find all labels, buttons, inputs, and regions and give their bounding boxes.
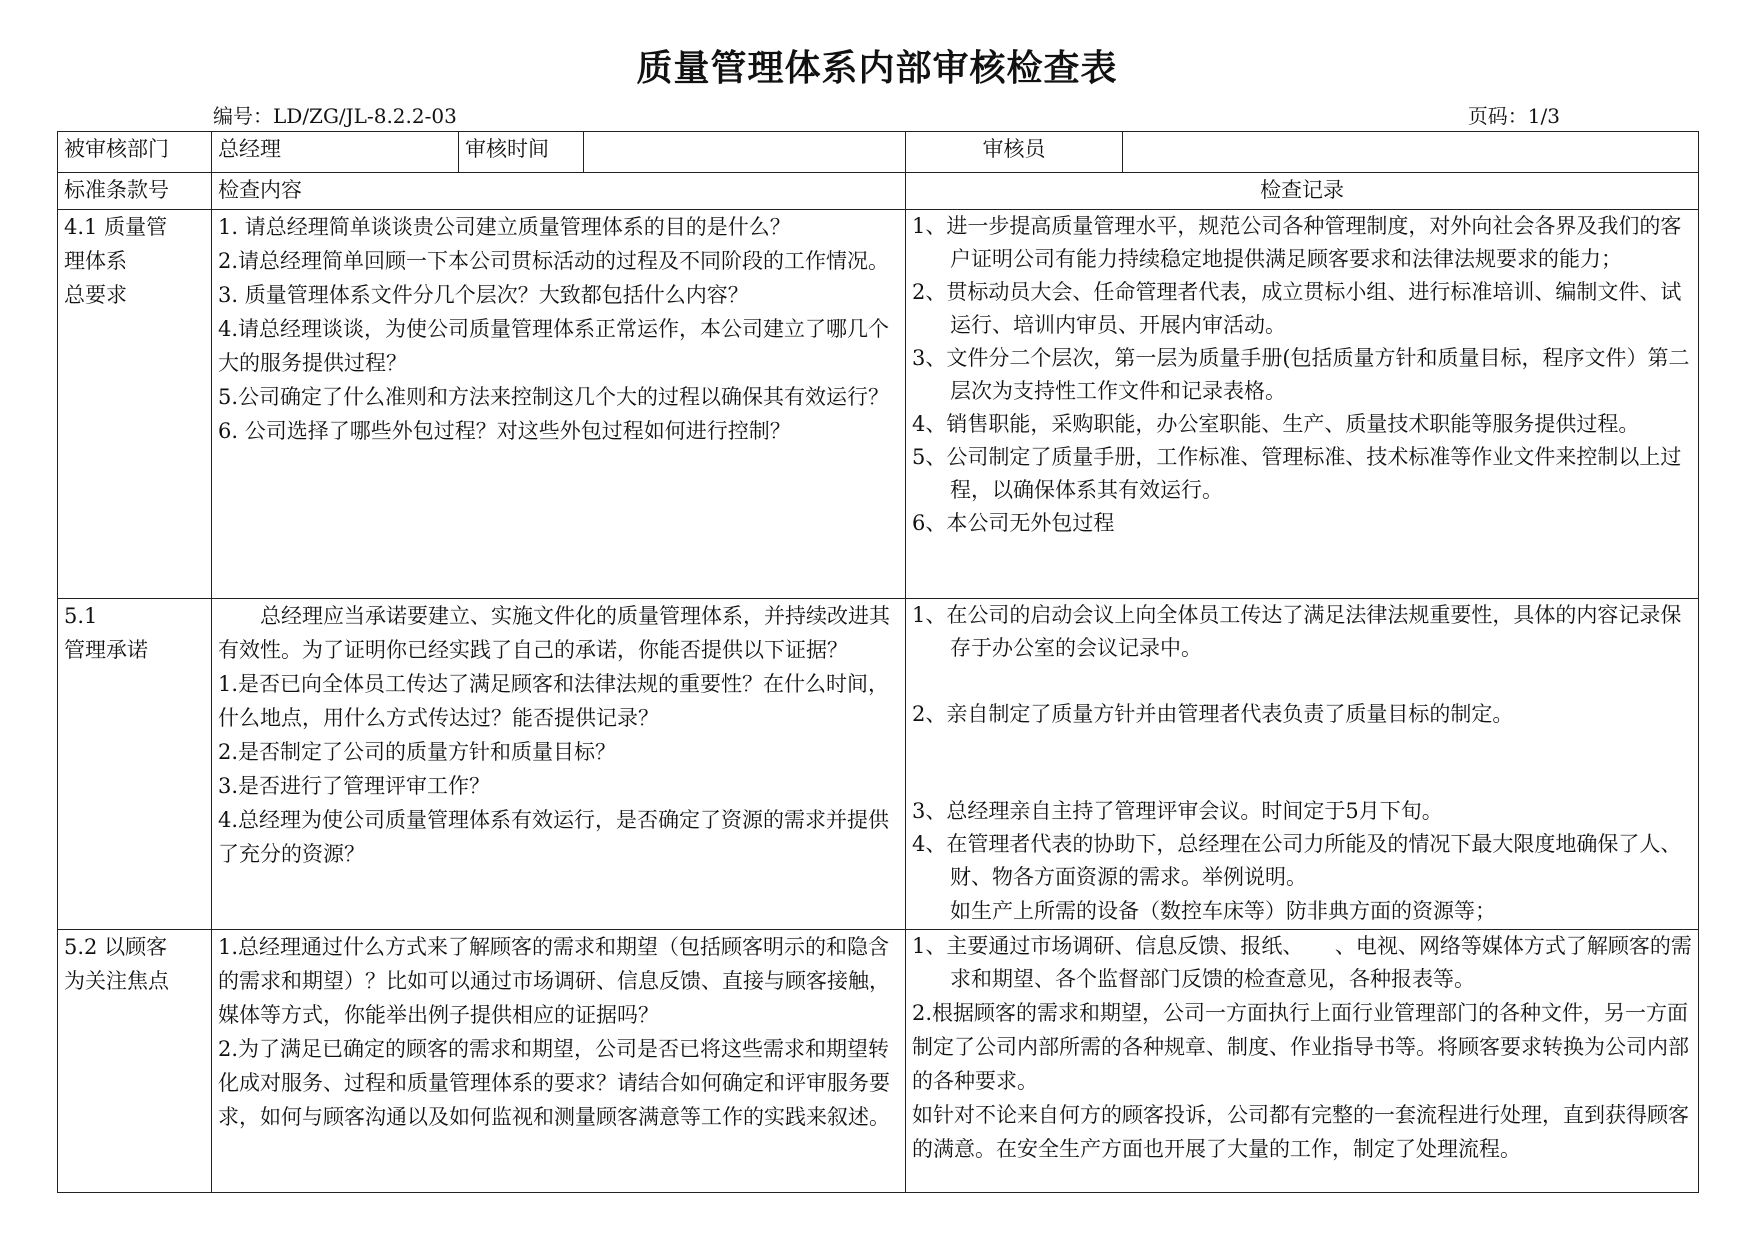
- content-item: 4.总经理为使公司质量管理体系有效运行，是否确定了资源的需求并提供了充分的资源？: [218, 808, 890, 866]
- record-item: 3、总经理亲自主持了管理评审会议。时间定于5月下旬。: [912, 799, 1443, 823]
- record-item: 4、销售职能，采购职能，办公室职能、生产、质量技术职能等服务提供过程。: [912, 412, 1640, 436]
- content-item: 3.是否进行了管理评审工作？: [218, 774, 491, 798]
- auditor-label: 审核员: [906, 132, 1123, 173]
- content-cell: [212, 930, 906, 1193]
- record-item: 5、公司制定了质量手册，工作标准、管理标准、技术标准等作业文件来控制以上过程，以确保体系其有效运行。: [912, 445, 1682, 502]
- content-item: 1. 请总经理简单谈谈贵公司建立质量管理体系的目的是什么？: [218, 215, 791, 239]
- record-item: 6、本公司无外包过程: [912, 511, 1115, 535]
- content-item: 2.请总经理简单回顾一下本公司贯标活动的过程及不同阶段的工作情况。: [218, 249, 890, 273]
- clause-line: 管理承诺: [64, 638, 148, 662]
- header-row: [58, 132, 1699, 173]
- record-item: 1、在公司的启动会议上向全体员工传达了满足法律法规重要性，具体的内容记录保存于办公室的会议记录中。: [912, 603, 1682, 660]
- table-row: [58, 930, 1699, 1193]
- record-item: 3、文件分二个层次，第一层为质量手册(包括质量方针和质量目标，程序文件）第二层次为支持性工作文件和记录表格。: [912, 346, 1690, 403]
- spacer: [912, 731, 1692, 795]
- content-intro: 总经理应当承诺要建立、实施文件化的质量管理体系，并持续改进其有效性。为了证明你已经实践了自己的承诺，你能否提供以下证据？: [218, 604, 890, 662]
- clause-cell: [58, 210, 212, 599]
- content-column-header: 检查内容: [212, 173, 906, 210]
- record-item-continuation: 如生产上所需的设备（数控车床等）防非典方面的资源等；: [950, 899, 1496, 923]
- spacer: [912, 665, 1692, 698]
- record-item: 4、在管理者代表的协助下，总经理在公司力所能及的情况下最大限度地确保了人、财、物各方面资源的需求。举例说明。: [912, 832, 1682, 889]
- content-cell: [212, 210, 906, 599]
- content-item: 5.公司确定了什么准则和方法来控制这几个大的过程以确保其有效运行？: [218, 385, 890, 409]
- record-item: 2、亲自制定了质量方针并由管理者代表负责了质量目标的制定。: [912, 702, 1514, 726]
- clause-cell: [58, 599, 212, 930]
- content-item: 6. 公司选择了哪些外包过程？对这些外包过程如何进行控制？: [218, 419, 791, 443]
- clause-cell: [58, 930, 212, 1193]
- content-item: 4.请总经理谈谈，为使公司质量管理体系正常运作，本公司建立了哪几个大的服务提供过程？: [218, 317, 890, 375]
- content-item: 2.是否制定了公司的质量方针和质量目标？: [218, 740, 617, 764]
- document-number: 编号：LD/ZG/JL-8.2.2-03: [213, 104, 457, 128]
- column-header-row: [58, 173, 1699, 210]
- time-value: [584, 132, 906, 173]
- record-column-header: 检查记录: [906, 173, 1699, 210]
- document-title: 质量管理体系内部审核检查表: [636, 48, 1118, 89]
- dept-value: 总经理: [212, 132, 459, 173]
- clause-line: 总要求: [64, 283, 127, 307]
- content-item: 1.总经理通过什么方式来了解顾客的需求和期望（包括顾客明示的和隐含的需求和期望）？比如可以通过市场调研、信息反馈、直接与顾客接触，媒体等方式，你能举出例子提供相应的证据吗？: [218, 935, 890, 1027]
- record-cell: [906, 930, 1699, 1193]
- content-item: 1.是否已向全体员工传达了满足顾客和法律法规的重要性？在什么时间，什么地点，用什么方式传达过？能否提供记录？: [218, 672, 890, 730]
- clause-column-header: 标准条款号: [58, 173, 212, 210]
- content-cell: [212, 599, 906, 930]
- auditor-value: [1123, 132, 1699, 173]
- clause-line: 5.1: [64, 604, 98, 628]
- clause-line: 5.2 以顾客: [64, 935, 168, 959]
- clause-line: 理体系: [64, 249, 127, 273]
- record-item: 2、贯标动员大会、任命管理者代表，成立贯标小组、进行标准培训、编制文件、试运行、培训内审员、开展内审活动。: [912, 280, 1682, 337]
- audit-checklist-table: [57, 131, 1699, 1193]
- content-item: 2.为了满足已确定的顾客的需求和期望，公司是否已将这些需求和期望转化成对服务、过程和质量管理体系的要求？请结合如何确定和评审服务要求，如何与顾客沟通以及如何监视和测量顾客满意等工作的实践来叙述。: [218, 1037, 890, 1129]
- record-item: 如针对不论来自何方的顾客投诉，公司都有完整的一套流程进行处理，直到获得顾客的满意。在安全生产方面也开展了大量的工作，制定了处理流程。: [912, 1103, 1689, 1161]
- clause-line: 为关注焦点: [64, 969, 169, 993]
- page-number: 页码：1/3: [1467, 104, 1560, 128]
- table-row: [58, 210, 1699, 599]
- record-item: 1、进一步提高质量管理水平，规范公司各种管理制度，对外向社会各界及我们的客户证明公司有能力持续稳定地提供满足顾客要求和法律法规要求的能力；: [912, 214, 1682, 271]
- clause-line: 4.1 质量管: [64, 215, 168, 239]
- record-item: 1、主要通过市场调研、信息反馈、报纸、 、电视、网络等媒体方式了解顾客的需求和期望、各个监督部门反馈的检查意见，各种报表等。: [912, 934, 1692, 991]
- content-item: 3. 质量管理体系文件分几个层次？大致都包括什么内容？: [218, 283, 749, 307]
- table-row: [58, 599, 1699, 930]
- record-cell: [906, 599, 1699, 930]
- dept-label: 被审核部门: [58, 132, 212, 173]
- record-cell: [906, 210, 1699, 599]
- time-label: 审核时间: [459, 132, 584, 173]
- record-item: 2.根据顾客的需求和期望，公司一方面执行上面行业管理部门的各种文件，另一方面制定了公司内部所需的各种规章、制度、作业指导书等。将顾客要求转换为公司内部的各种要求。: [912, 1001, 1689, 1093]
